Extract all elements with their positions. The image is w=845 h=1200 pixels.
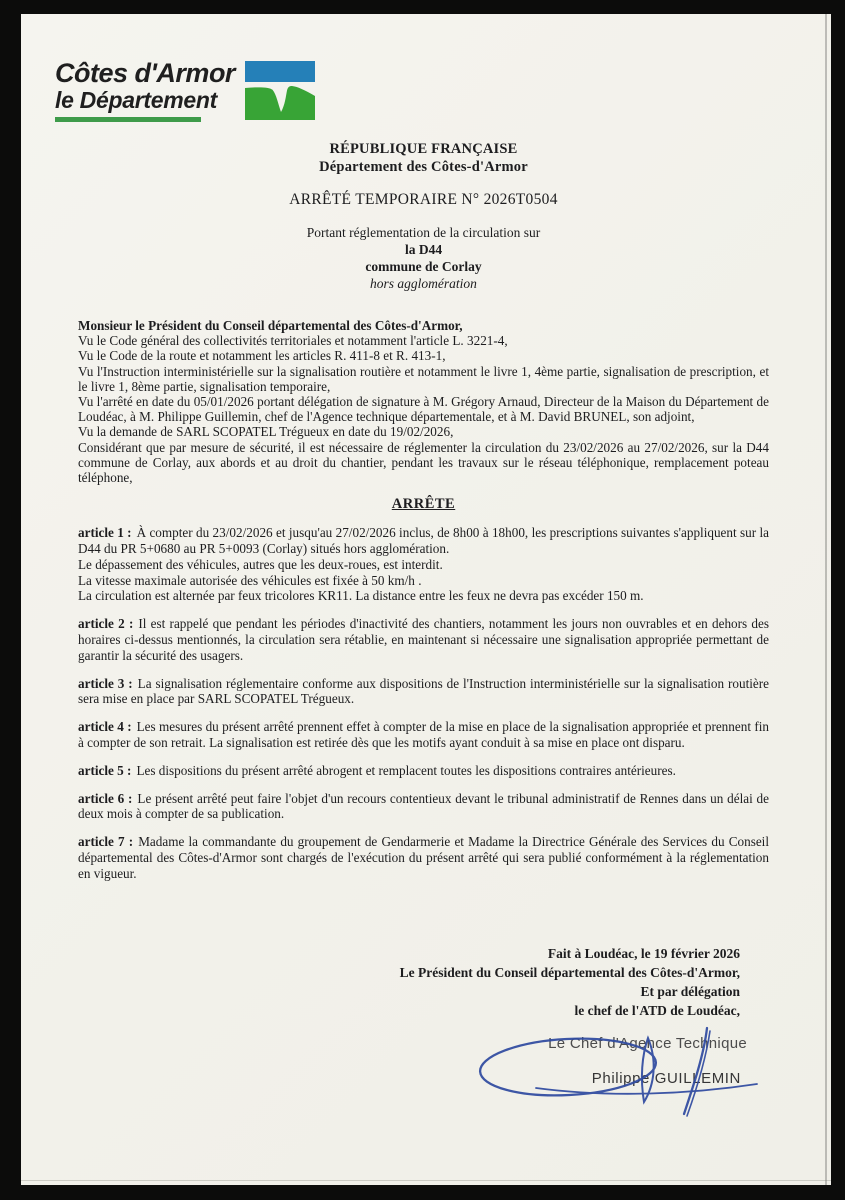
scan-artifact-vertical-line [825,14,827,1185]
preamble-clause: Vu la demande de SARL SCOPATEL Trégueux en date du 19/02/2026, [78,424,454,440]
articles-section [78,525,769,881]
document-paper [21,14,831,1185]
article-text: Les mesures du présent arrêté prennent effet à compter de la mise en place de la signalisation appropriée et prennent fin à compter de son retrait. La signalisation est retirée dès que les motifs ayant conduit à sa mise en place ont disparu. [78,719,770,750]
logo-title: Côtes d'Armor [55,58,235,88]
preamble-clause: Vu l'Instruction interministérielle sur la signalisation routière et notamment le livre 1, 4ème partie, signalisation de prescription, et le livre 1, 8ème partie, signalisation temporaire, [78,363,769,394]
preamble [78,318,769,485]
order-road: la D44 [404,242,443,257]
stamp-text: Le Chef d'Agence Technique [548,1034,747,1052]
department-logo [55,60,315,125]
article-label: article 1 : [78,525,132,541]
article-text: À compter du 23/02/2026 et jusqu'au 27/02/2026 inclus, de 8h00 à 18h00, les prescriptions suivantes s'appliquent sur la D44 du PR 5+0680 au PR 5+0093 (Corlay) situés hors agglomération. [78,525,770,557]
preamble-clause: Vu le Code de la route et notamment les articles R. 411-8 et R. 413-1, [78,348,446,364]
decree-heading: ARRÊTE [391,496,456,513]
article-label: article 5 : [78,762,132,778]
signature-authority: Le Président du Conseil départemental des Côtes-d'Armor, [399,964,740,980]
signer-name: Philippe GUILLEMIN [591,1069,741,1087]
article-paragraph [78,719,769,751]
department-logo-mark-icon [245,61,315,125]
logo-underline-bar [55,117,201,122]
article-line: La vitesse maximale autorisée des véhicules est fixée à 50 km/h . [78,572,422,588]
article-label: article 2 : [78,616,134,632]
article-label: article 7 : [78,834,134,850]
article-text: Le présent arrêté peut faire l'objet d'un recours contentieux devant le tribunal administratif de Rennes dans un délai de deux mois à compter de sa publication. [78,790,769,822]
preamble-clause: Vu l'arrêté en date du 05/01/2026 portant délégation de signature à M. Grégory Arnaud, Directeur de la Maison du Département de Loudéac, à M. Philippe Guillemin, chef de l'Agence technique départementale, et à M. David BRUNEL, son adjoint, [78,394,769,425]
article-text: La signalisation réglementaire conforme aux dispositions de l'Instruction interministérielle sur la signalisation routière sera mise en place par SARL SCOPATEL Trégueux. [78,675,769,707]
article-label: article 6 : [78,790,133,806]
document-content [21,14,831,1088]
article-text: Madame la commandante du groupement de Gendarmerie et Madame la Directrice Générale des Services du Conseil départemental des Côtes-d'Armor sont chargés de l'exécution du présent arrêté qui sera publié conformément à la réglementation en vigueur. [78,834,770,881]
signature-delegation: Et par délégation [640,983,740,999]
preamble-clause: Considérant que par mesure de sécurité, il est nécessaire de réglementer la circulation du 23/02/2026 au 27/02/2026, sur la D44 commune de Corlay, aux abords et au droit du chantier, pendant les travaux sur le réseau téléphonique, remplacement poteau téléphone, [78,439,769,486]
republic-title: RÉPUBLIQUE FRANÇAISE [329,141,518,157]
article-paragraph [78,791,769,823]
department-title: Département des Côtes-d'Armor [319,159,528,175]
article-paragraph [78,763,769,779]
article-paragraph [78,676,769,708]
article-label: article 4 : [78,719,132,735]
salutation: Monsieur le Président du Conseil départemental des Côtes-d'Armor, [78,318,463,333]
scan-artifact-horizontal-line [21,1180,831,1181]
department-logo-text [55,60,235,122]
signature-block [78,944,769,1020]
article-paragraph [78,616,769,663]
logo-subtitle: le Département [55,87,217,113]
article-text: Il est rappelé que pendant les périodes d'inactivité des chantiers, notamment les jours non ouvrables et en dehors des horaires ci-dessus mentionnés, la circulation sera rétablie, en maintenant si nécessaire une signalisation appropriée permettant de garantir la sécurité des usagers. [78,616,769,663]
signature-place-date: Fait à Loudéac, le 19 février 2026 [547,945,740,961]
article-line: Le dépassement des véhicules, autres que les deux-roues, est interdit. [78,556,443,572]
article-label: article 3 : [78,675,133,691]
article-paragraph [78,834,769,881]
order-commune: commune de Corlay [365,259,482,274]
order-location-note: hors agglomération [370,276,477,291]
article-line: La circulation est alternée par feux tricolores KR11. La distance entre les feux ne devra pas excéder 150 m. [78,588,644,604]
order-number-title: ARRÊTÉ TEMPORAIRE N° 2026T0504 [289,191,558,208]
signature-delegate-title: le chef de l'ATD de Loudéac, [574,1002,740,1018]
document-header [78,14,769,292]
article-paragraph [78,525,769,604]
order-subject: Portant réglementation de la circulation sur [306,225,541,240]
article-text: Les dispositions du présent arrêté abrogent et remplacent toutes les dispositions contraires antérieures. [136,762,676,778]
preamble-clause: Vu le Code général des collectivités territoriales et notamment l'article L. 3221-4, [78,333,508,349]
